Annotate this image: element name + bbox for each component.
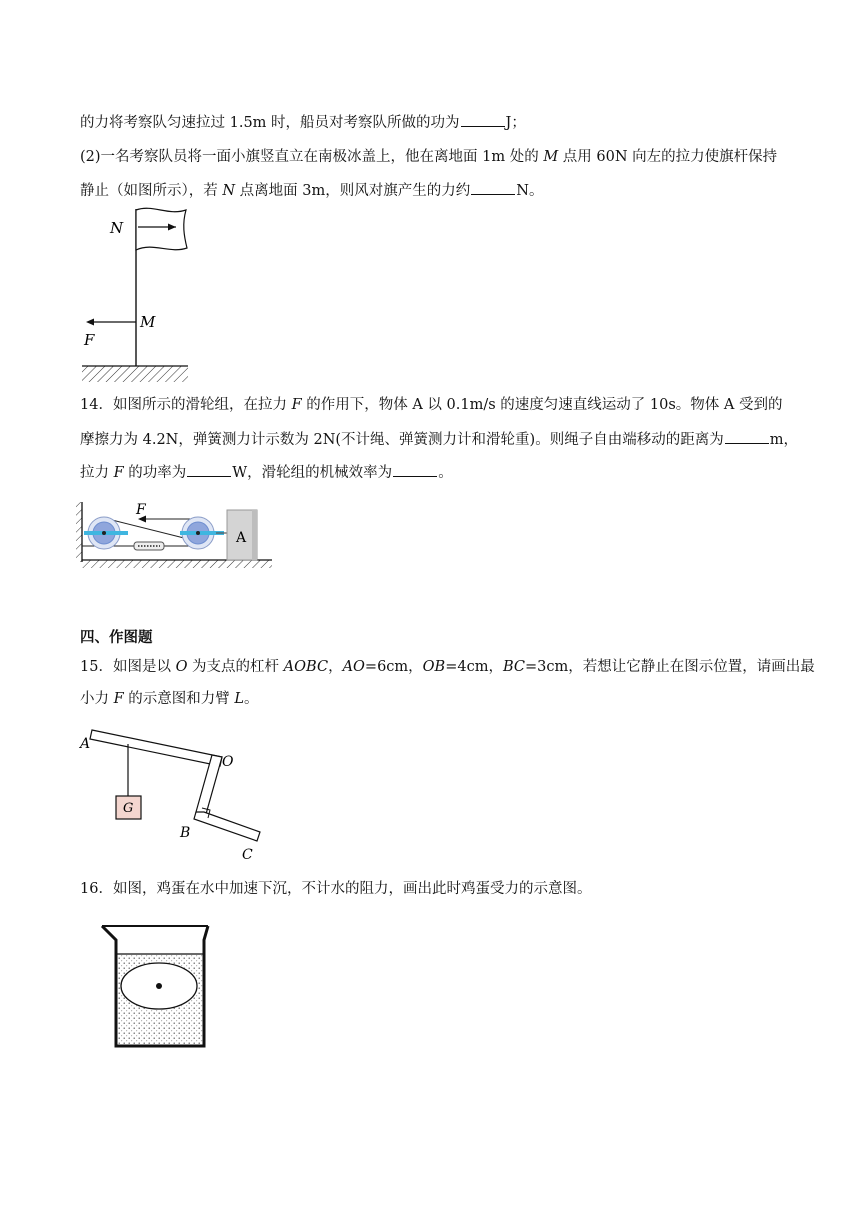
wall-hatch xyxy=(76,502,82,562)
label-G: G xyxy=(123,801,134,816)
q13-line-1: 的力将考察队匀速拉过 1.5m 时，船员对考察队所做的功为 J； xyxy=(80,112,526,133)
q14-line-1: 14．如图所示的滑轮组，在拉力 F 的作用下，物体 A 以 0.1m/s 的速度匀速直线运动了 10s。物体 A 受到的 xyxy=(80,397,783,413)
answer-blank[interactable] xyxy=(393,462,437,477)
q14-line-2: 摩擦力为 4.2N，弹簧测力计示数为 2N(不计绳、弹簧测力计和滑轮重)。则绳子自由端移动的距离为 m， xyxy=(80,429,798,450)
label-A: A xyxy=(80,736,91,752)
answer-blank[interactable] xyxy=(725,429,769,444)
lever-BC xyxy=(194,812,260,841)
q13-part2-line-2: 静止（如图所示），若 N 点离地面 3m，则风对旗产生的力约 N。 xyxy=(80,180,543,201)
section-heading: 四、作图题 xyxy=(80,630,153,646)
lever-OB xyxy=(196,755,222,814)
q14-line-3: 拉力 F 的功率为 W，滑轮组的机械效率为 。 xyxy=(80,462,453,483)
flagpole-figure xyxy=(78,206,190,384)
answer-blank[interactable] xyxy=(187,462,231,477)
q16-line-1: 16．如图，鸡蛋在水中加速下沉，不计水的阻力，画出此时鸡蛋受力的示意图。 xyxy=(80,881,592,897)
label-O: O xyxy=(222,754,234,770)
fixed-pulley xyxy=(84,517,128,549)
label-A: A xyxy=(236,530,247,546)
q13-part2-line-1: (2)一名考察队员将一面小旗竖直立在南极冰盖上，他在离地面 1m 处的 M 点用 60N 向左的拉力使旗杆保持 xyxy=(80,149,778,165)
answer-blank[interactable] xyxy=(471,180,515,195)
lever-figure xyxy=(76,724,272,864)
lever-AOBC xyxy=(90,730,222,766)
egg-center-dot xyxy=(156,983,162,989)
q15-line-1: 15．如图是以 O 为支点的杠杆 AOBC，AO=6cm，OB=4cm，BC=3cm，若想让它静止在图示位置，请画出最 xyxy=(80,659,815,675)
pull-force-arrowhead xyxy=(86,319,94,326)
beaker-figure xyxy=(98,922,212,1052)
label-N: N xyxy=(110,219,124,237)
q15-line-2: 小力 F 的示意图和力臂 L。 xyxy=(80,691,259,707)
ground-hatch xyxy=(82,366,188,382)
answer-blank[interactable] xyxy=(461,112,505,127)
label-C: C xyxy=(242,847,253,863)
label-F: F xyxy=(136,502,146,518)
floor-hatch xyxy=(82,560,272,568)
label-M: M xyxy=(140,313,156,331)
flag-cloth xyxy=(136,208,187,250)
label-F: F xyxy=(84,331,95,349)
pulley-figure xyxy=(76,498,272,570)
label-B: B xyxy=(180,825,191,841)
